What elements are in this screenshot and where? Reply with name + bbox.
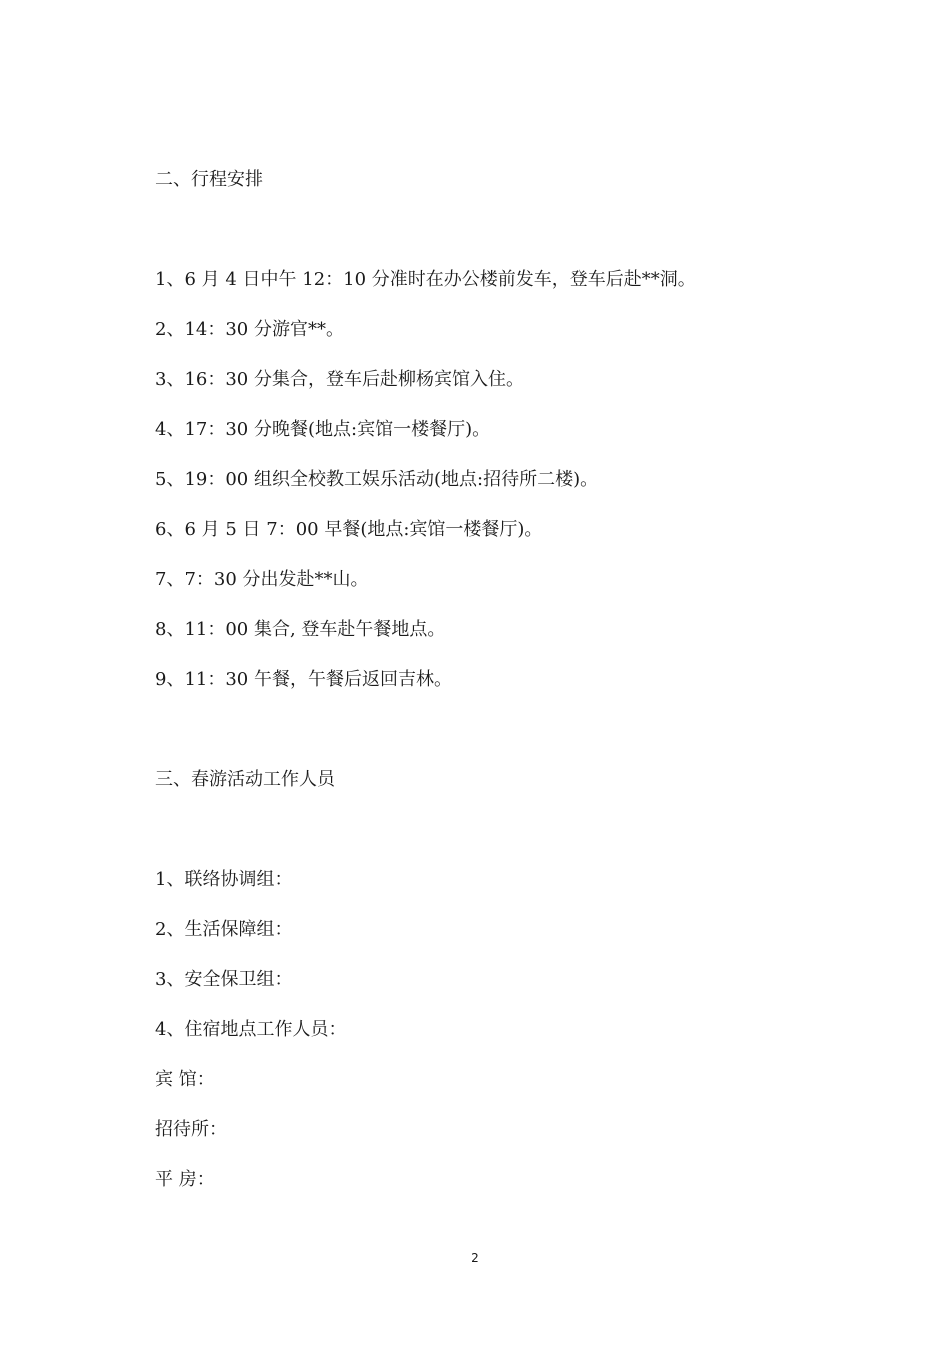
location-item: 招待所： — [155, 1119, 227, 1140]
list-item: 2、生活保障组： — [155, 919, 293, 940]
list-item: 2、14：30 分游官**。 — [155, 319, 344, 340]
list-item: 1、6 月 4 日中午 12：10 分准时在办公楼前发车，登车后赴**洞。 — [155, 269, 696, 290]
section-heading-itinerary: 二、行程安排 — [155, 169, 263, 190]
location-item: 平 房： — [155, 1169, 215, 1190]
list-item: 1、联络协调组： — [155, 869, 293, 890]
list-item: 6、6 月 5 日 7：00 早餐(地点:宾馆一楼餐厅)。 — [155, 519, 543, 540]
list-item: 3、安全保卫组： — [155, 969, 293, 990]
list-item: 4、住宿地点工作人员： — [155, 1019, 347, 1040]
list-item: 3、16：30 分集合，登车后赴柳杨宾馆入住。 — [155, 369, 524, 390]
list-item: 4、17：30 分晚餐(地点:宾馆一楼餐厅)。 — [155, 419, 491, 440]
location-item: 宾 馆： — [155, 1069, 215, 1090]
page-number: 2 — [471, 1251, 479, 1265]
list-item: 8、11：00 集合, 登车赴午餐地点。 — [155, 619, 446, 640]
list-item: 9、11：30 午餐，午餐后返回吉林。 — [155, 669, 452, 690]
section-heading-staff: 三、春游活动工作人员 — [155, 769, 335, 790]
list-item: 7、7：30 分出发赴**山。 — [155, 569, 369, 590]
list-item: 5、19：00 组织全校教工娱乐活动(地点:招待所二楼)。 — [155, 469, 599, 490]
